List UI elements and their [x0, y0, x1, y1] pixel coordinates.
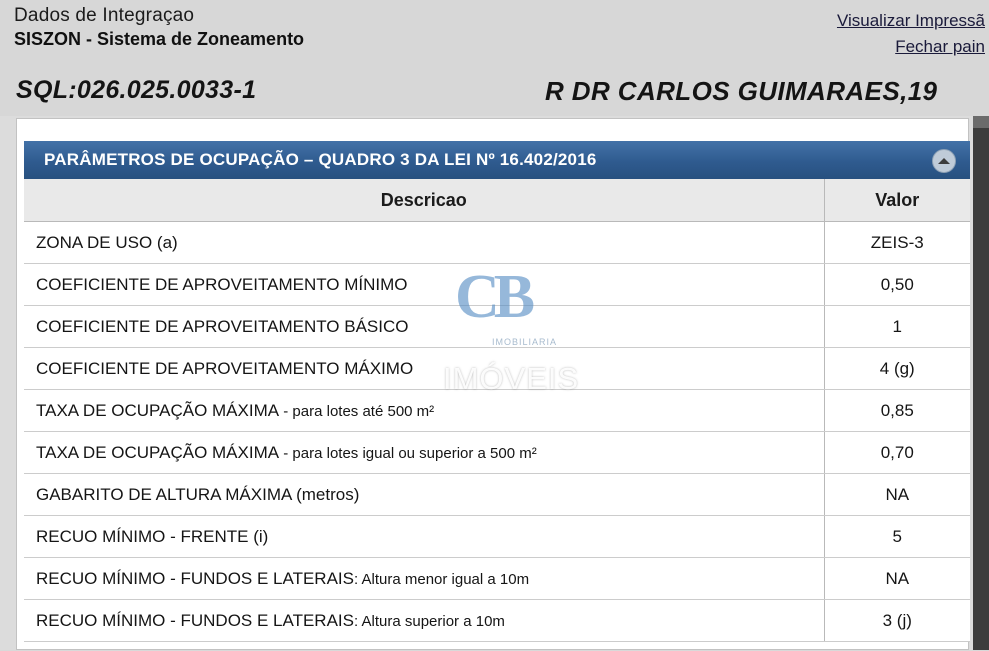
sql-label: SQL:026.025.0033-1: [16, 76, 257, 104]
address-label: R DR CARLOS GUIMARAES,19: [545, 76, 938, 106]
row-value: ZEIS-3: [824, 222, 970, 264]
parameters-panel: [16, 118, 969, 650]
panel-header-bar: [24, 141, 970, 179]
row-description: [24, 558, 824, 600]
row-description-main: COEFICIENTE DE APROVEITAMENTO BÁSICO: [36, 316, 409, 336]
table-row: [24, 474, 970, 516]
right-edge-strip: [973, 116, 989, 650]
row-description: [24, 264, 824, 306]
row-value: NA: [824, 558, 970, 600]
row-description: [24, 306, 824, 348]
table-row: [24, 600, 970, 642]
row-value: NA: [824, 474, 970, 516]
parameters-table: [24, 179, 970, 642]
watermark-logo: CB: [455, 263, 530, 331]
panel-title: PARÂMETROS DE OCUPAÇÃO – QUADRO 3 DA LEI Nº 16.402/2016: [44, 150, 597, 169]
row-description: [24, 348, 824, 390]
system-name: SISZON - Sistema de Zoneamento: [14, 29, 305, 49]
row-description-main: RECUO MÍNIMO - FUNDOS E LATERAIS: [36, 610, 354, 630]
chevron-up-icon[interactable]: [932, 149, 956, 173]
fechar-painel-link[interactable]: Fechar pain: [895, 37, 985, 56]
table-row: [24, 390, 970, 432]
row-description: [24, 432, 824, 474]
row-value: 0,50: [824, 264, 970, 306]
visualizar-impressao-link[interactable]: Visualizar Impressã: [836, 11, 985, 30]
row-description: [24, 474, 824, 516]
row-description-sub: : Altura menor igual a 10m: [354, 570, 530, 588]
page-title: Dados de Integraçao: [14, 5, 195, 26]
row-value: 3 (j): [824, 600, 970, 642]
right-edge-strip-top: [973, 116, 989, 128]
row-description: [24, 390, 824, 432]
watermark-word: IMÓVEIS: [443, 361, 580, 396]
row-value: 4 (g): [824, 348, 970, 390]
row-description-main: RECUO MÍNIMO - FRENTE (i): [36, 526, 269, 546]
column-header-descricao: Descricao: [24, 179, 824, 222]
table-row: [24, 306, 970, 348]
row-description-main: ZONA DE USO (a): [36, 232, 178, 252]
column-header-valor: Valor: [824, 179, 970, 222]
panel-inner: [17, 141, 970, 651]
row-description-sub: - para lotes até 500 m²: [279, 402, 435, 420]
row-description-main: TAXA DE OCUPAÇÃO MÁXIMA: [36, 400, 280, 420]
row-description: [24, 222, 824, 264]
row-value: 0,70: [824, 432, 970, 474]
table-row: [24, 558, 970, 600]
watermark-sublabel: IMOBILIARIA: [492, 337, 558, 347]
row-description-sub: : Altura superior a 10m: [354, 612, 505, 630]
row-description-main: GABARITO DE ALTURA MÁXIMA (metros): [36, 484, 360, 504]
row-description-main: RECUO MÍNIMO - FUNDOS E LATERAIS: [36, 568, 354, 588]
row-description: [24, 600, 824, 642]
row-value: 0,85: [824, 390, 970, 432]
row-value: 5: [824, 516, 970, 558]
page-header: [0, 0, 989, 116]
row-description-sub: - para lotes igual ou superior a 500 m²: [279, 444, 537, 462]
table-row: [24, 432, 970, 474]
table-row: [24, 264, 970, 306]
header-titles: [14, 4, 304, 51]
table-row: [24, 516, 970, 558]
table-body: [24, 222, 970, 642]
row-description: [24, 516, 824, 558]
row-description-main: COEFICIENTE DE APROVEITAMENTO MÍNIMO: [36, 274, 408, 294]
header-links: [837, 8, 985, 60]
table-row: [24, 348, 970, 390]
table-header-row: [24, 179, 970, 222]
row-description-main: TAXA DE OCUPAÇÃO MÁXIMA: [36, 442, 280, 462]
table-row: [24, 222, 970, 264]
row-value: 1: [824, 306, 970, 348]
row-description-main: COEFICIENTE DE APROVEITAMENTO MÁXIMO: [36, 358, 414, 378]
